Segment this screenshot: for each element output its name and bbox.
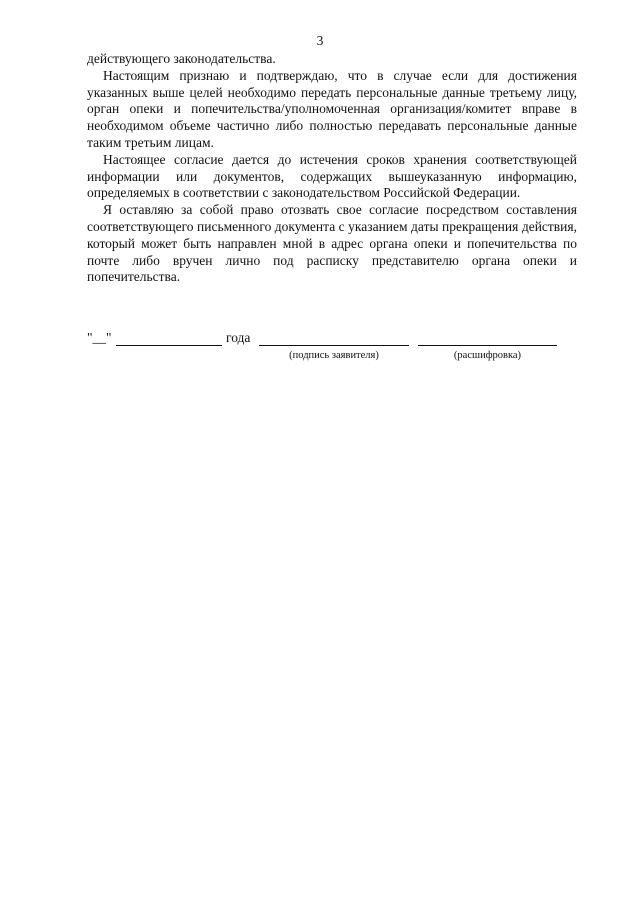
date-year-label: года <box>226 330 251 345</box>
signature-caption: (подпись заявителя) <box>289 350 379 361</box>
paragraph-third-party-transfer: Настоящим признаю и подтверждаю, что в случае если для достижения указанных выше целей необходимо передать персональные данные третьему лицу, орган опеки и попечительства/уполномоченная организация/комитет вправе в необходимом объеме частично либо полностью передавать персональные данные таким третьим лицам. <box>87 67 577 150</box>
paragraph-consent-term: Настоящее согласие дается до истечения сроков хранения соответствующей информации или документов, содержащих вышеуказанную информацию, определяемых в соответствии с законодательством Российской Федерации. <box>87 151 577 201</box>
decoding-line <box>418 345 557 346</box>
signature-block <box>87 330 577 370</box>
paragraph-revocation-right: Я оставляю за собой право отозвать свое согласие посредством составления соответствующего письменного документа с указанием даты прекращения действия, который может быть направлен мной в адрес органа опеки и попечительства по почте либо вручен лично под расписку представителю органа опеки и попечительства. <box>87 202 577 285</box>
date-month-line <box>116 345 222 346</box>
page-number: 3 <box>316 33 324 48</box>
document-body <box>87 51 577 286</box>
decoding-caption: (расшифровка) <box>453 350 522 361</box>
date-day-blank: "__" <box>87 330 112 345</box>
signature-line <box>259 345 409 346</box>
paragraph-continuation: действующего законодательства. <box>87 51 276 66</box>
